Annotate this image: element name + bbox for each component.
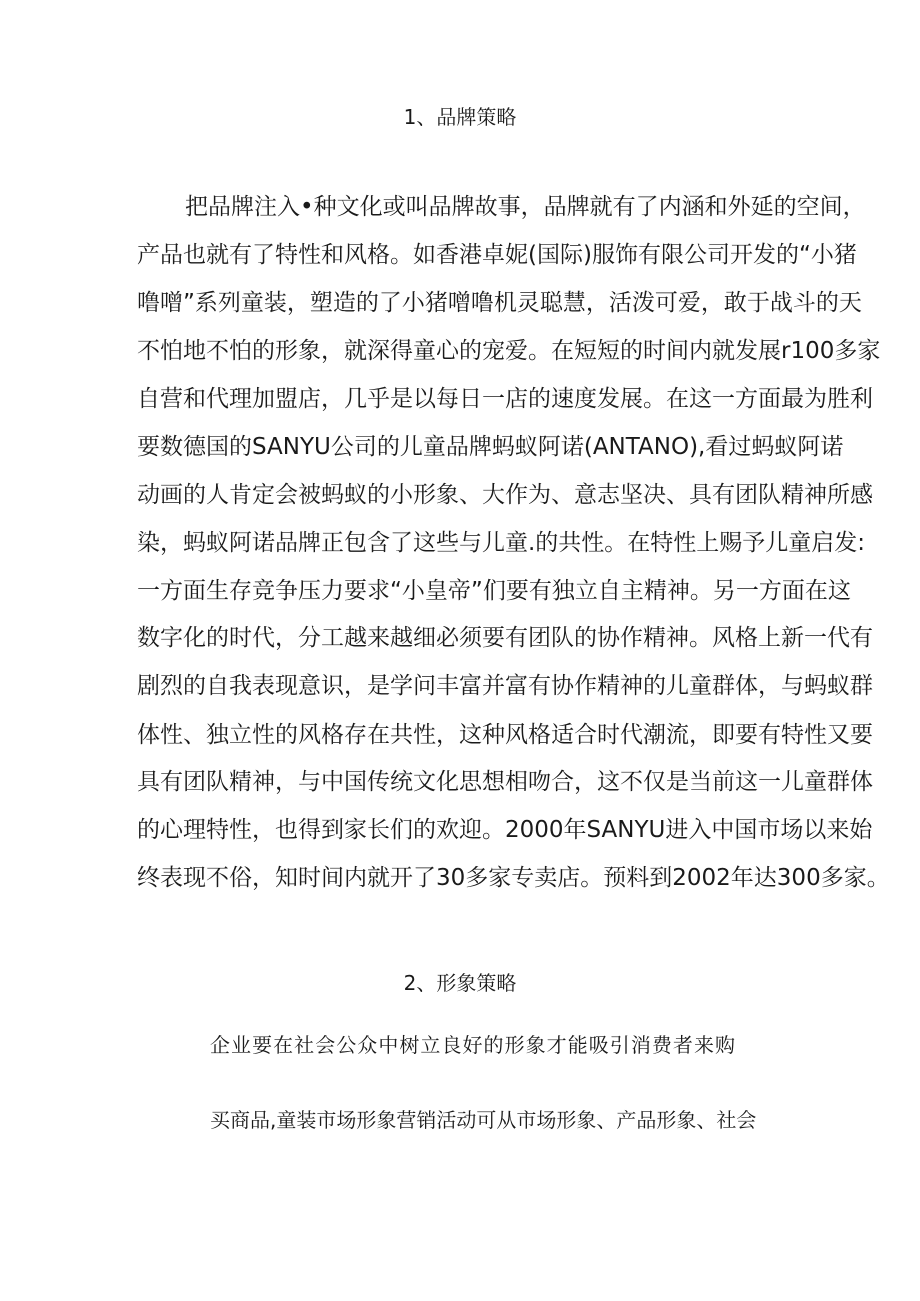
paragraph-line: 剧烈的自我表现意识，是学问丰富并富有协作精神的儿童群体，与蚂蚁群 [137, 673, 873, 699]
paragraph-line: 自营和代理加盟店，几乎是以每日一店的速度发展。在这一方面最为胜利 [137, 386, 873, 412]
paragraph-line: 数字化的时代，分工越来越细必须要有团队的协作精神。风格上新一代有 [137, 625, 873, 651]
paragraph-line: 体性、独立性的风格存在共性，这种风格适合时代潮流，即要有特性又要 [137, 722, 873, 748]
paragraph-line: 终表现不俗，知时间内就开了30多家专卖店。预料到2002年达300多家。 [137, 865, 890, 891]
paragraph-line: 具有团队精神，与中国传统文化思想相吻合，这不仅是当前这一儿童群体 [137, 769, 873, 795]
paragraph-line: 不怕地不怕的形象，就深得童心的宠爱。在短短的时间内就发展r100多家 [137, 338, 881, 364]
paragraph-line: 噜噌”系列童装，塑造的了小猪噌噜机灵聪慧，活泼可爱，敢于战斗的天 [137, 290, 862, 316]
paragraph-line: 一方面生存竞争压力要求“小皇帝”们要有独立自主精神。另一方面在这 [137, 578, 851, 604]
paragraph-line: 的心理特性，也得到家长们的欢迎。2000年SANYU进入中国市场以来始 [137, 817, 873, 843]
paragraph-line: 产品也就有了特性和风格。如香港卓妮(国际)服饰有限公司开发的“小猪 [137, 242, 857, 268]
section-heading-brand-strategy: 1、品牌策略 [403, 105, 517, 129]
paragraph-line: 要数德国的SANYU公司的儿童品牌蚂蚁阿诺(ANTANO),看过蚂蚁阿诺 [137, 434, 844, 460]
paragraph-line: 把品牌注入•种文化或叫品牌故事，品牌就有了内涵和外延的空间， [185, 194, 866, 220]
paragraph-line: 动画的人肯定会被蚂蚁的小形象、大作为、意志坚决、具有团队精神所感 [137, 482, 873, 508]
section-heading-image-strategy: 2、形象策略 [403, 971, 517, 995]
paragraph-line: 企业要在社会公众中树立良好的形象才能吸引消费者来购 [210, 1033, 735, 1057]
paragraph-line: 买商品,童装市场形象营销活动可从市场形象、产品形象、社会 [210, 1108, 757, 1132]
paragraph-line: 染，蚂蚁阿诺品牌正包含了这些与儿童.的共性。在特性上赐予儿童启发: [137, 530, 866, 556]
